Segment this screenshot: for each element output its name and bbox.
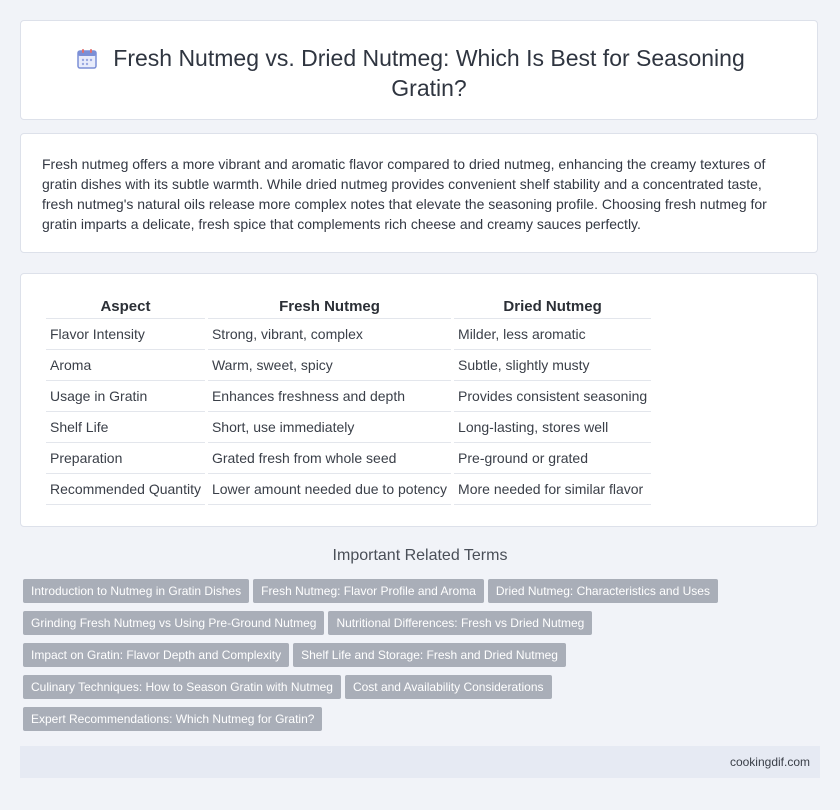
table-row bbox=[46, 381, 651, 412]
table-cell: Recommended Quantity bbox=[46, 474, 205, 505]
table-header-row bbox=[46, 294, 651, 319]
related-term-tag[interactable]: Impact on Gratin: Flavor Depth and Complexity bbox=[23, 643, 289, 667]
table-cell: Short, use immediately bbox=[208, 412, 451, 443]
related-term-tag[interactable]: Grinding Fresh Nutmeg vs Using Pre-Ground Nutmeg bbox=[23, 611, 324, 635]
related-term-tag[interactable]: Shelf Life and Storage: Fresh and Dried Nutmeg bbox=[293, 643, 566, 667]
footer-site-link[interactable]: cookingdif.com bbox=[729, 755, 810, 769]
related-term-tag[interactable]: Introduction to Nutmeg in Gratin Dishes bbox=[23, 579, 249, 603]
table-cell: Warm, sweet, spicy bbox=[208, 350, 451, 381]
table-cell: Long-lasting, stores well bbox=[454, 412, 651, 443]
table-cell: Grated fresh from whole seed bbox=[208, 443, 451, 474]
table-row bbox=[46, 412, 651, 443]
table-cell: Aroma bbox=[46, 350, 205, 381]
comparison-card bbox=[20, 273, 818, 527]
table-cell: More needed for similar flavor bbox=[454, 474, 651, 505]
column-header-aspect: Aspect bbox=[46, 294, 205, 319]
related-terms-heading: Important Related Terms bbox=[332, 547, 508, 564]
related-term-tag[interactable]: Expert Recommendations: Which Nutmeg for Gratin? bbox=[23, 707, 322, 731]
table-cell: Lower amount needed due to potency bbox=[208, 474, 451, 505]
related-terms-list bbox=[23, 579, 783, 739]
table-cell: Milder, less aromatic bbox=[454, 319, 651, 350]
table-row bbox=[46, 319, 651, 350]
table-row bbox=[46, 443, 651, 474]
table-cell: Pre-ground or grated bbox=[454, 443, 651, 474]
table-cell: Provides consistent seasoning bbox=[454, 381, 651, 412]
table-cell: Subtle, slightly musty bbox=[454, 350, 651, 381]
intro-text: Fresh nutmeg offers a more vibrant and aromatic flavor compared to dried nutmeg, enhancing the creamy textures of gratin dishes with its subtle warmth. While dried nutmeg provides convenient shelf stability and a concentrated taste, fresh nutmeg's natural oils release more complex notes that elevate the seasoning profile. Choosing fresh nutmeg for gratin imparts a delicate, fresh spice that complements rich cheese and creamy sauces perfectly. bbox=[42, 156, 767, 232]
related-term-tag[interactable]: Fresh Nutmeg: Flavor Profile and Aroma bbox=[253, 579, 484, 603]
table-cell: Usage in Gratin bbox=[46, 381, 205, 412]
table-row bbox=[46, 350, 651, 381]
column-header-fresh: Fresh Nutmeg bbox=[208, 294, 451, 319]
table-cell: Preparation bbox=[46, 443, 205, 474]
related-term-tag[interactable]: Cost and Availability Considerations bbox=[345, 675, 552, 699]
page-title: Fresh Nutmeg vs. Dried Nutmeg: Which Is Best for Seasoning Gratin? bbox=[113, 45, 745, 101]
table-row bbox=[46, 474, 651, 505]
table-cell: Flavor Intensity bbox=[46, 319, 205, 350]
related-term-tag[interactable]: Dried Nutmeg: Characteristics and Uses bbox=[488, 579, 718, 603]
related-term-tag[interactable]: Culinary Techniques: How to Season Gratin with Nutmeg bbox=[23, 675, 341, 699]
header-card bbox=[20, 20, 818, 120]
footer bbox=[20, 746, 820, 778]
table-cell: Enhances freshness and depth bbox=[208, 381, 451, 412]
intro-card bbox=[20, 133, 818, 253]
related-term-tag[interactable]: Nutritional Differences: Fresh vs Dried Nutmeg bbox=[328, 611, 592, 635]
table-cell: Strong, vibrant, complex bbox=[208, 319, 451, 350]
comparison-table bbox=[43, 294, 654, 505]
table-cell: Shelf Life bbox=[46, 412, 205, 443]
column-header-dried: Dried Nutmeg bbox=[454, 294, 651, 319]
